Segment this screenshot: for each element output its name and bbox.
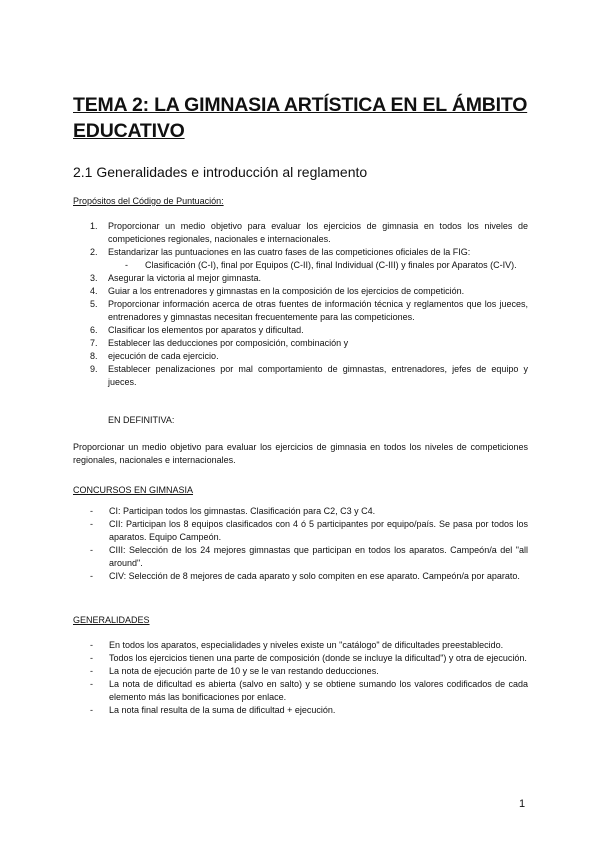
list-item: 2. Estandarizar las puntuaciones en las cuatro fases de las competiciones oficiales de la FIG:: [90, 247, 471, 257]
list-item: - CIII: Selección de los 24 mejores gimnastas que participan en todos los aparatos. Campeón/a del "all around".: [90, 545, 528, 568]
section-subtitle: 2.1 Generalidades e introducción al reglamento: [73, 164, 368, 180]
purposes-heading: Propósitos del Código de Puntuación:: [73, 196, 224, 206]
list-item: - La nota final resulta de la suma de dificultad + ejecución.: [90, 705, 336, 715]
list-item: - En todos los aparatos, especialidades y niveles existe un "catálogo" de dificultades preestablecido.: [90, 640, 504, 650]
list-item: 9. Establecer penalizaciones por mal comportamiento de gimnastas, entrenadores, jefes de equipo y jueces.: [90, 364, 528, 387]
generalidades-heading: GENERALIDADES: [73, 615, 150, 625]
list-item: 3. Asegurar la victoria al mejor gimnasta.: [90, 273, 262, 283]
concursos-list: [73, 505, 528, 583]
list-item: 4. Guiar a los entrenadores y gimnastas en la composición de los ejercicios de competición.: [90, 286, 465, 296]
list-item: 8. ejecución de cada ejercicio.: [90, 351, 219, 361]
list-item: 5. Proporcionar información acerca de otras fuentes de información técnica y reglamentos que los jueces, entrenadores y gimnastas necesitan frecuentemente para las competiciones.: [90, 299, 528, 322]
conclusion-label: EN DEFINITIVA:: [108, 415, 175, 425]
list-item: 7. Establecer las deducciones por composición, combinación y: [90, 338, 349, 348]
list-item: - CIV: Selección de 8 mejores de cada aparato y solo compiten en ese aparato. Campeón/a por aparato.: [90, 571, 520, 581]
list-item: 1. Proporcionar un medio objetivo para evaluar los ejercicios de gimnasia en todos los niveles de competiciones regionales, nacionales e internacionales.: [90, 221, 528, 244]
conclusion-text: Proporcionar un medio objetivo para evaluar los ejercicios de gimnasia en todos los niveles de competiciones regionales, nacionales e internacionales.: [73, 442, 528, 465]
generalidades-list: [73, 639, 528, 717]
list-item: - Todos los ejercicios tienen una parte de composición (donde se incluye la dificultad") y otra de ejecución.: [90, 653, 527, 663]
list-item: 6. Clasificar los elementos por aparatos y dificultad.: [90, 325, 304, 335]
list-item: - CII: Participan los 8 equipos clasificados con 4 ó 5 participantes por equipo/país. Se pasa por todos los aparatos. Equipo Campeón.: [90, 519, 528, 542]
purposes-list: [73, 220, 528, 389]
sub-list-item: - Clasificación (C-I), final por Equipos (C-II), final Individual (C-III) y finales por Aparatos (C-IV).: [125, 260, 517, 270]
page-number: 1: [519, 798, 526, 810]
list-item: - CI: Participan todos los gimnastas. Clasificación para C2, C3 y C4.: [90, 506, 376, 516]
page-title: TEMA 2: LA GIMNASIA ARTÍSTICA EN EL ÁMBITO EDUCATIVO: [73, 94, 528, 142]
list-item: - La nota de dificultad es abierta (salvo en salto) y se obtiene sumando los valores codificados de cada elemento más las bonificaciones por enlace.: [90, 679, 528, 702]
concursos-heading: CONCURSOS EN GIMNASIA: [73, 485, 194, 495]
list-item: - La nota de ejecución parte de 10 y se le van restando deducciones.: [90, 666, 379, 676]
